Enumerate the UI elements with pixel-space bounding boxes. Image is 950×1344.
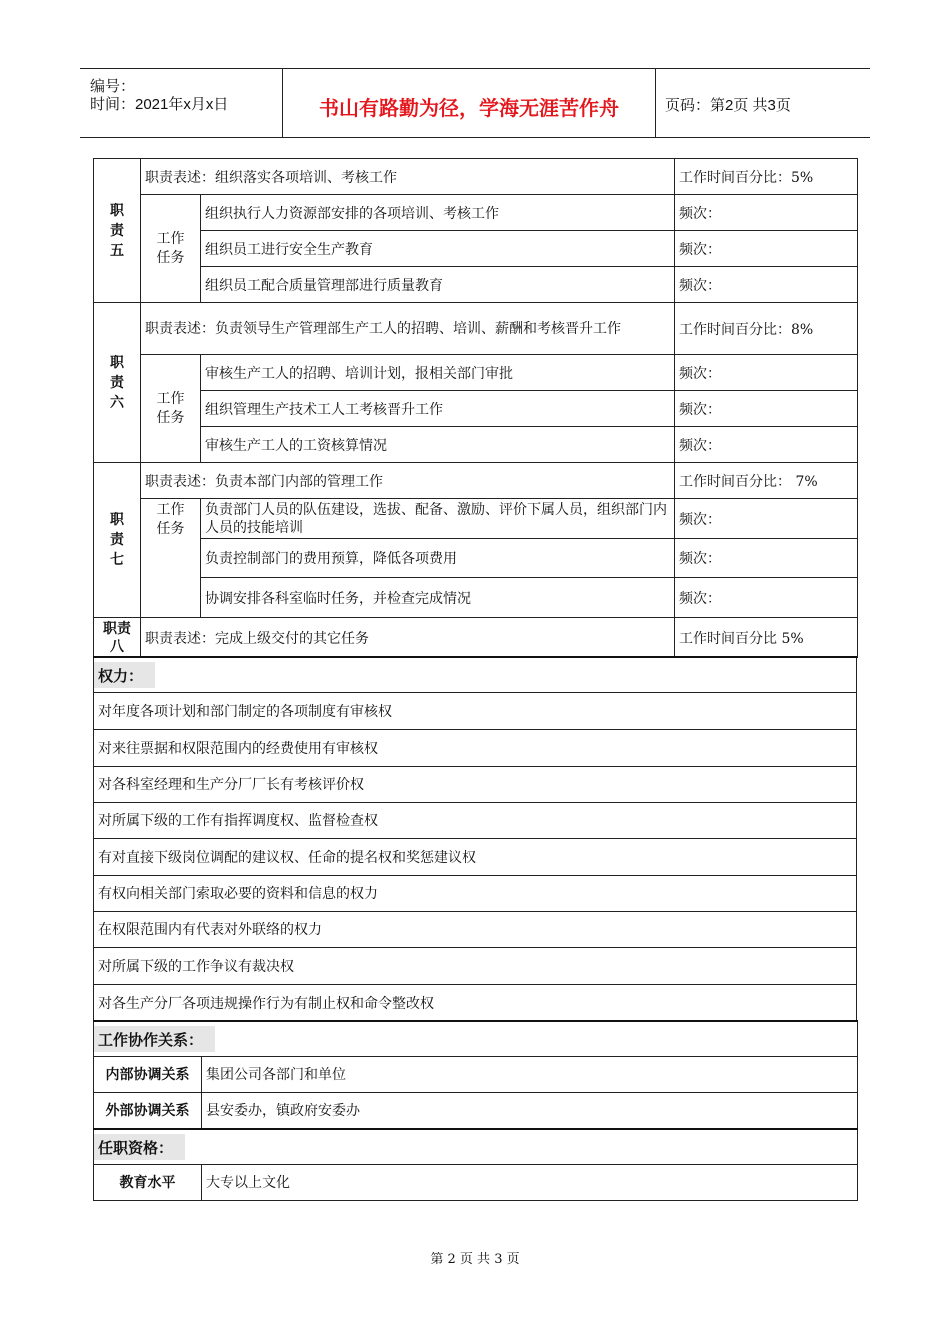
power-item-text: 在权限范围内有代表对外联络的权力 <box>94 911 857 947</box>
duty-6-task-3-freq: 频次： <box>675 427 858 463</box>
powers-heading-row <box>94 657 857 692</box>
duty-5-task-3-freq: 频次： <box>675 267 858 303</box>
duty-7-statement-row <box>94 463 858 499</box>
document-date: 时间：2021年x月x日 <box>90 96 229 113</box>
qualifications-table <box>93 1128 858 1201</box>
duty-7-percent: 工作时间百分比： 7% <box>675 463 858 499</box>
duty-5-task-row <box>94 231 858 267</box>
qualifications-heading-row <box>94 1129 858 1164</box>
duty-6-task-1-freq: 频次： <box>675 355 858 391</box>
duty-6-statement-row <box>94 303 858 355</box>
powers-heading: 权力： <box>94 657 857 692</box>
external-relation-value: 县安委办，镇政府安委办 <box>202 1092 858 1128</box>
relations-table <box>93 1020 858 1129</box>
duty-6-percent: 工作时间百分比：8% <box>675 303 858 355</box>
duties-table <box>93 158 858 658</box>
duty-7-task-3-freq: 频次： <box>675 578 858 618</box>
duty-6-task-3: 审核生产工人的工资核算情况 <box>201 427 675 463</box>
power-item-text: 有对直接下级岗位调配的建议权、任命的提名权和奖惩建议权 <box>94 838 857 875</box>
duty-6-statement: 职责表述：负责领导生产管理部生产工人的招聘、培训、薪酬和考核晋升工作 <box>141 303 675 355</box>
power-item <box>94 802 857 838</box>
duty-7-task-1: 负责部门人员的队伍建设，选拔、配备、激励、评价下属人员，组织部门内人员的技能培训 <box>201 499 675 539</box>
power-item-text: 对各科室经理和生产分厂厂长有考核评价权 <box>94 766 857 802</box>
duty-7-task-3: 协调安排各科室临时任务，并检查完成情况 <box>201 578 675 618</box>
duty-6-task-2: 组织管理生产技术工人工考核晋升工作 <box>201 391 675 427</box>
duty-5-task-label: 工作任务 <box>141 195 201 303</box>
duty-7-task-row <box>94 499 858 539</box>
qualifications-heading: 任职资格： <box>94 1129 858 1164</box>
power-item <box>94 911 857 947</box>
duty-5-task-row <box>94 195 858 231</box>
power-item-text: 对年度各项计划和部门制定的各项制度有审核权 <box>94 692 857 729</box>
duty-7-statement: 职责表述：负责本部门内部的管理工作 <box>141 463 675 499</box>
power-item-text: 对来往票据和权限范围内的经费使用有审核权 <box>94 729 857 766</box>
duty-8-statement: 职责表述：完成上级交付的其它任务 <box>141 618 675 658</box>
power-item <box>94 729 857 766</box>
duty-7-task-2: 负责控制部门的费用预算，降低各项费用 <box>201 539 675 578</box>
duty-5-label: 职责五 <box>94 159 141 303</box>
duty-6-task-label: 工作任务 <box>141 355 201 463</box>
document-number: 编号： <box>90 78 136 95</box>
power-item <box>94 766 857 802</box>
duty-7-task-1-freq: 频次： <box>675 499 858 539</box>
internal-relation-label: 内部协调关系 <box>94 1056 202 1092</box>
power-item-text: 有权向相关部门索取必要的资料和信息的权力 <box>94 875 857 911</box>
header-motto-cell <box>282 69 656 137</box>
motto: 书山有路勤为径，学海无涯苦作舟 <box>319 96 619 120</box>
duty-5-task-2-freq: 频次： <box>675 231 858 267</box>
duty-6-task-1: 审核生产工人的招聘、培训计划，报相关部门审批 <box>201 355 675 391</box>
internal-relation-row <box>94 1056 858 1092</box>
internal-relation-value: 集团公司各部门和单位 <box>202 1056 858 1092</box>
relations-heading: 工作协作关系： <box>94 1021 858 1056</box>
duty-5-task-2: 组织员工进行安全生产教育 <box>201 231 675 267</box>
header-meta <box>80 69 282 137</box>
duty-8-label: 职责八 <box>94 618 141 658</box>
duty-5-task-1-freq: 频次： <box>675 195 858 231</box>
duty-5-task-1: 组织执行人力资源部安排的各项培训、考核工作 <box>201 195 675 231</box>
duty-7-task-2-freq: 频次： <box>675 539 858 578</box>
duty-6-task-row <box>94 355 858 391</box>
duty-5-statement-row <box>94 159 858 195</box>
power-item-text: 对所属下级的工作有指挥调度权、监督检查权 <box>94 802 857 838</box>
page-indicator: 页码：第2页 共3页 <box>665 97 791 114</box>
power-item-text: 对所属下级的工作争议有裁决权 <box>94 947 857 984</box>
power-item <box>94 947 857 984</box>
duty-6-task-row <box>94 391 858 427</box>
duty-8-row <box>94 618 858 658</box>
education-value: 大专以上文化 <box>202 1164 858 1200</box>
power-item <box>94 984 857 1021</box>
duty-6-task-2-freq: 频次： <box>675 391 858 427</box>
duty-7-task-row <box>94 578 858 618</box>
power-item-text: 对各生产分厂各项违规操作行为有制止权和命令整改权 <box>94 984 857 1021</box>
duty-7-task-label: 工作任务 <box>141 499 201 618</box>
education-row <box>94 1164 858 1200</box>
duty-5-statement: 职责表述：组织落实各项培训、考核工作 <box>141 159 675 195</box>
duty-8-percent: 工作时间百分比 5% <box>675 618 858 658</box>
education-label: 教育水平 <box>94 1164 202 1200</box>
power-item <box>94 692 857 729</box>
power-item <box>94 838 857 875</box>
relations-heading-row <box>94 1021 858 1056</box>
duty-5-task-row <box>94 267 858 303</box>
power-item <box>94 875 857 911</box>
duty-7-task-row <box>94 539 858 578</box>
external-relation-label: 外部协调关系 <box>94 1092 202 1128</box>
duty-5-task-3: 组织员工配合质量管理部进行质量教育 <box>201 267 675 303</box>
page-header <box>80 68 870 138</box>
powers-table <box>93 656 857 1022</box>
page-footer: 第 2 页 共 3 页 <box>430 1252 520 1267</box>
duty-5-percent: 工作时间百分比：5% <box>675 159 858 195</box>
duty-6-task-row <box>94 427 858 463</box>
duty-6-label: 职责六 <box>94 303 141 463</box>
external-relation-row <box>94 1092 858 1128</box>
duty-7-label: 职责七 <box>94 463 141 618</box>
